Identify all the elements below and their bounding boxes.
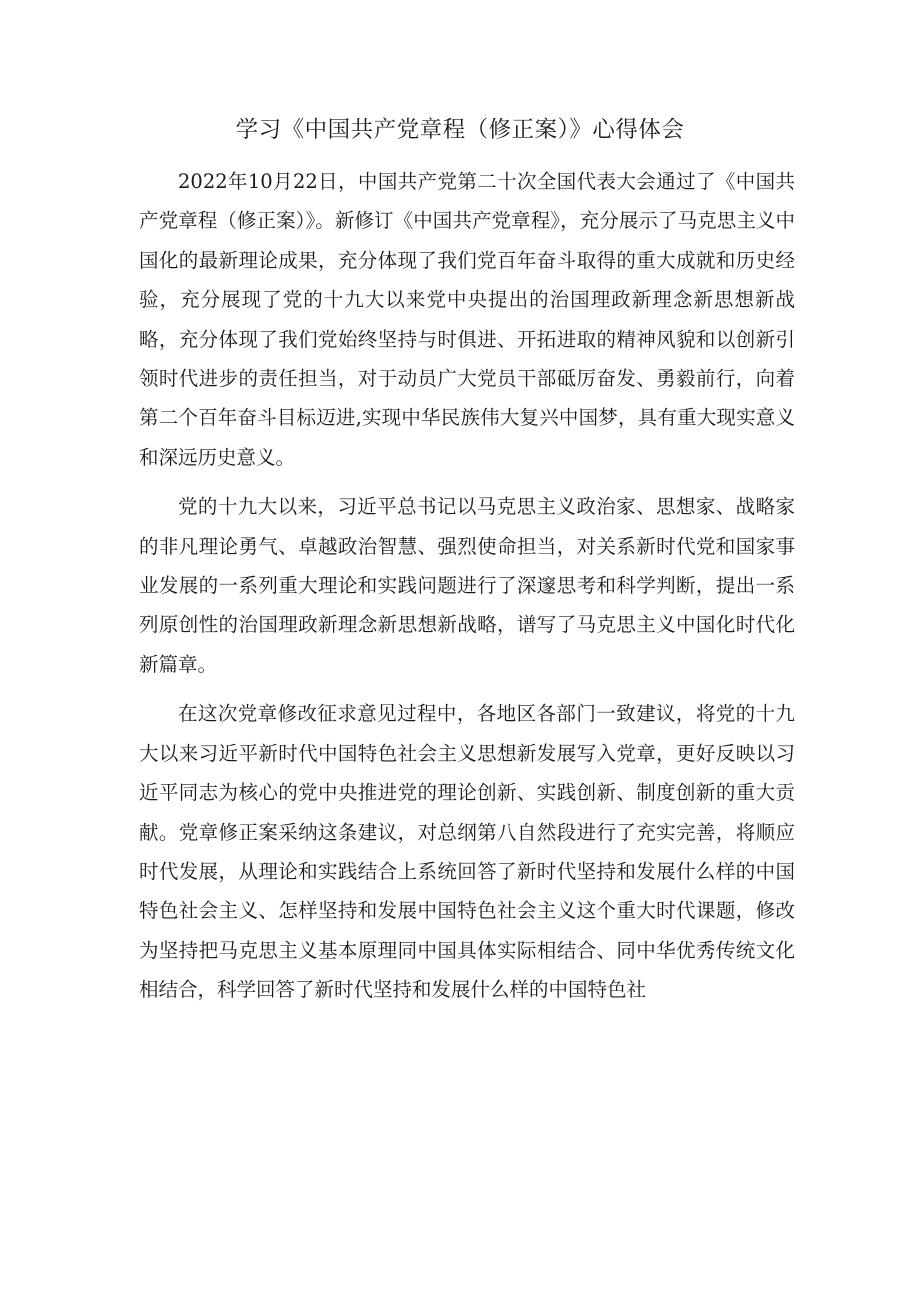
paragraph-3: 在这次党章修改征求意见过程中，各地区各部门一致建议，将党的十九大以来习近平新时代中国特色社会主义思想新发展写入党章，更好反映以习近平同志为核心的党中央推进党的理论创新、实践创新、制度创新的重大贡献。党章修正案采纳这条建议，对总纲第八自然段进行了充实完善，将顺应时代发展，从理论和实践结合上系统回答了新时代坚持和发展什么样的中国特色社会主义、怎样坚持和发展中国特色社会主义这个重大时代课题，修改为坚持把马克思主义基本原理同中国具体实际相结合、同中华优秀传统文化相结合，科学回答了新时代坚持和发展什么样的中国特色社 bbox=[139, 702, 795, 1002]
document-title: 学习《中国共产党章程（修正案）》心得体会 bbox=[235, 117, 685, 143]
document-body bbox=[139, 162, 795, 1010]
paragraph-1: 2022年10月22日，中国共产党第二十次全国代表大会通过了《中国共产党章程（修正案）》。新修订《中国共产党章程》，充分展示了马克思主义中国化的最新理论成果，充分体现了我们党百年奋斗取得的重大成就和历史经验，充分展现了党的十九大以来党中央提出的治国理政新理念新思想新战略，充分体现了我们党始终坚持与时俱进、开拓进取的精神风貌和以创新引领时代进步的责任担当，对于动员广大党员干部砥厉奋发、勇毅前行，向着第二个百年奋斗目标迈进,实现中华民族伟大复兴中国梦，具有重大现实意义和深远历史意义。 bbox=[139, 170, 795, 469]
paragraph-2: 党的十九大以来，习近平总书记以马克思主义政治家、思想家、战略家的非凡理论勇气、卓越政治智慧、强烈使命担当，对关系新时代党和国家事业发展的一系列重大理论和实践问题进行了深邃思考和科学判断，提出一系列原创性的治国理政新理念新思想新战略，谱写了马克思主义中国化时代化新篇章。 bbox=[139, 495, 795, 676]
